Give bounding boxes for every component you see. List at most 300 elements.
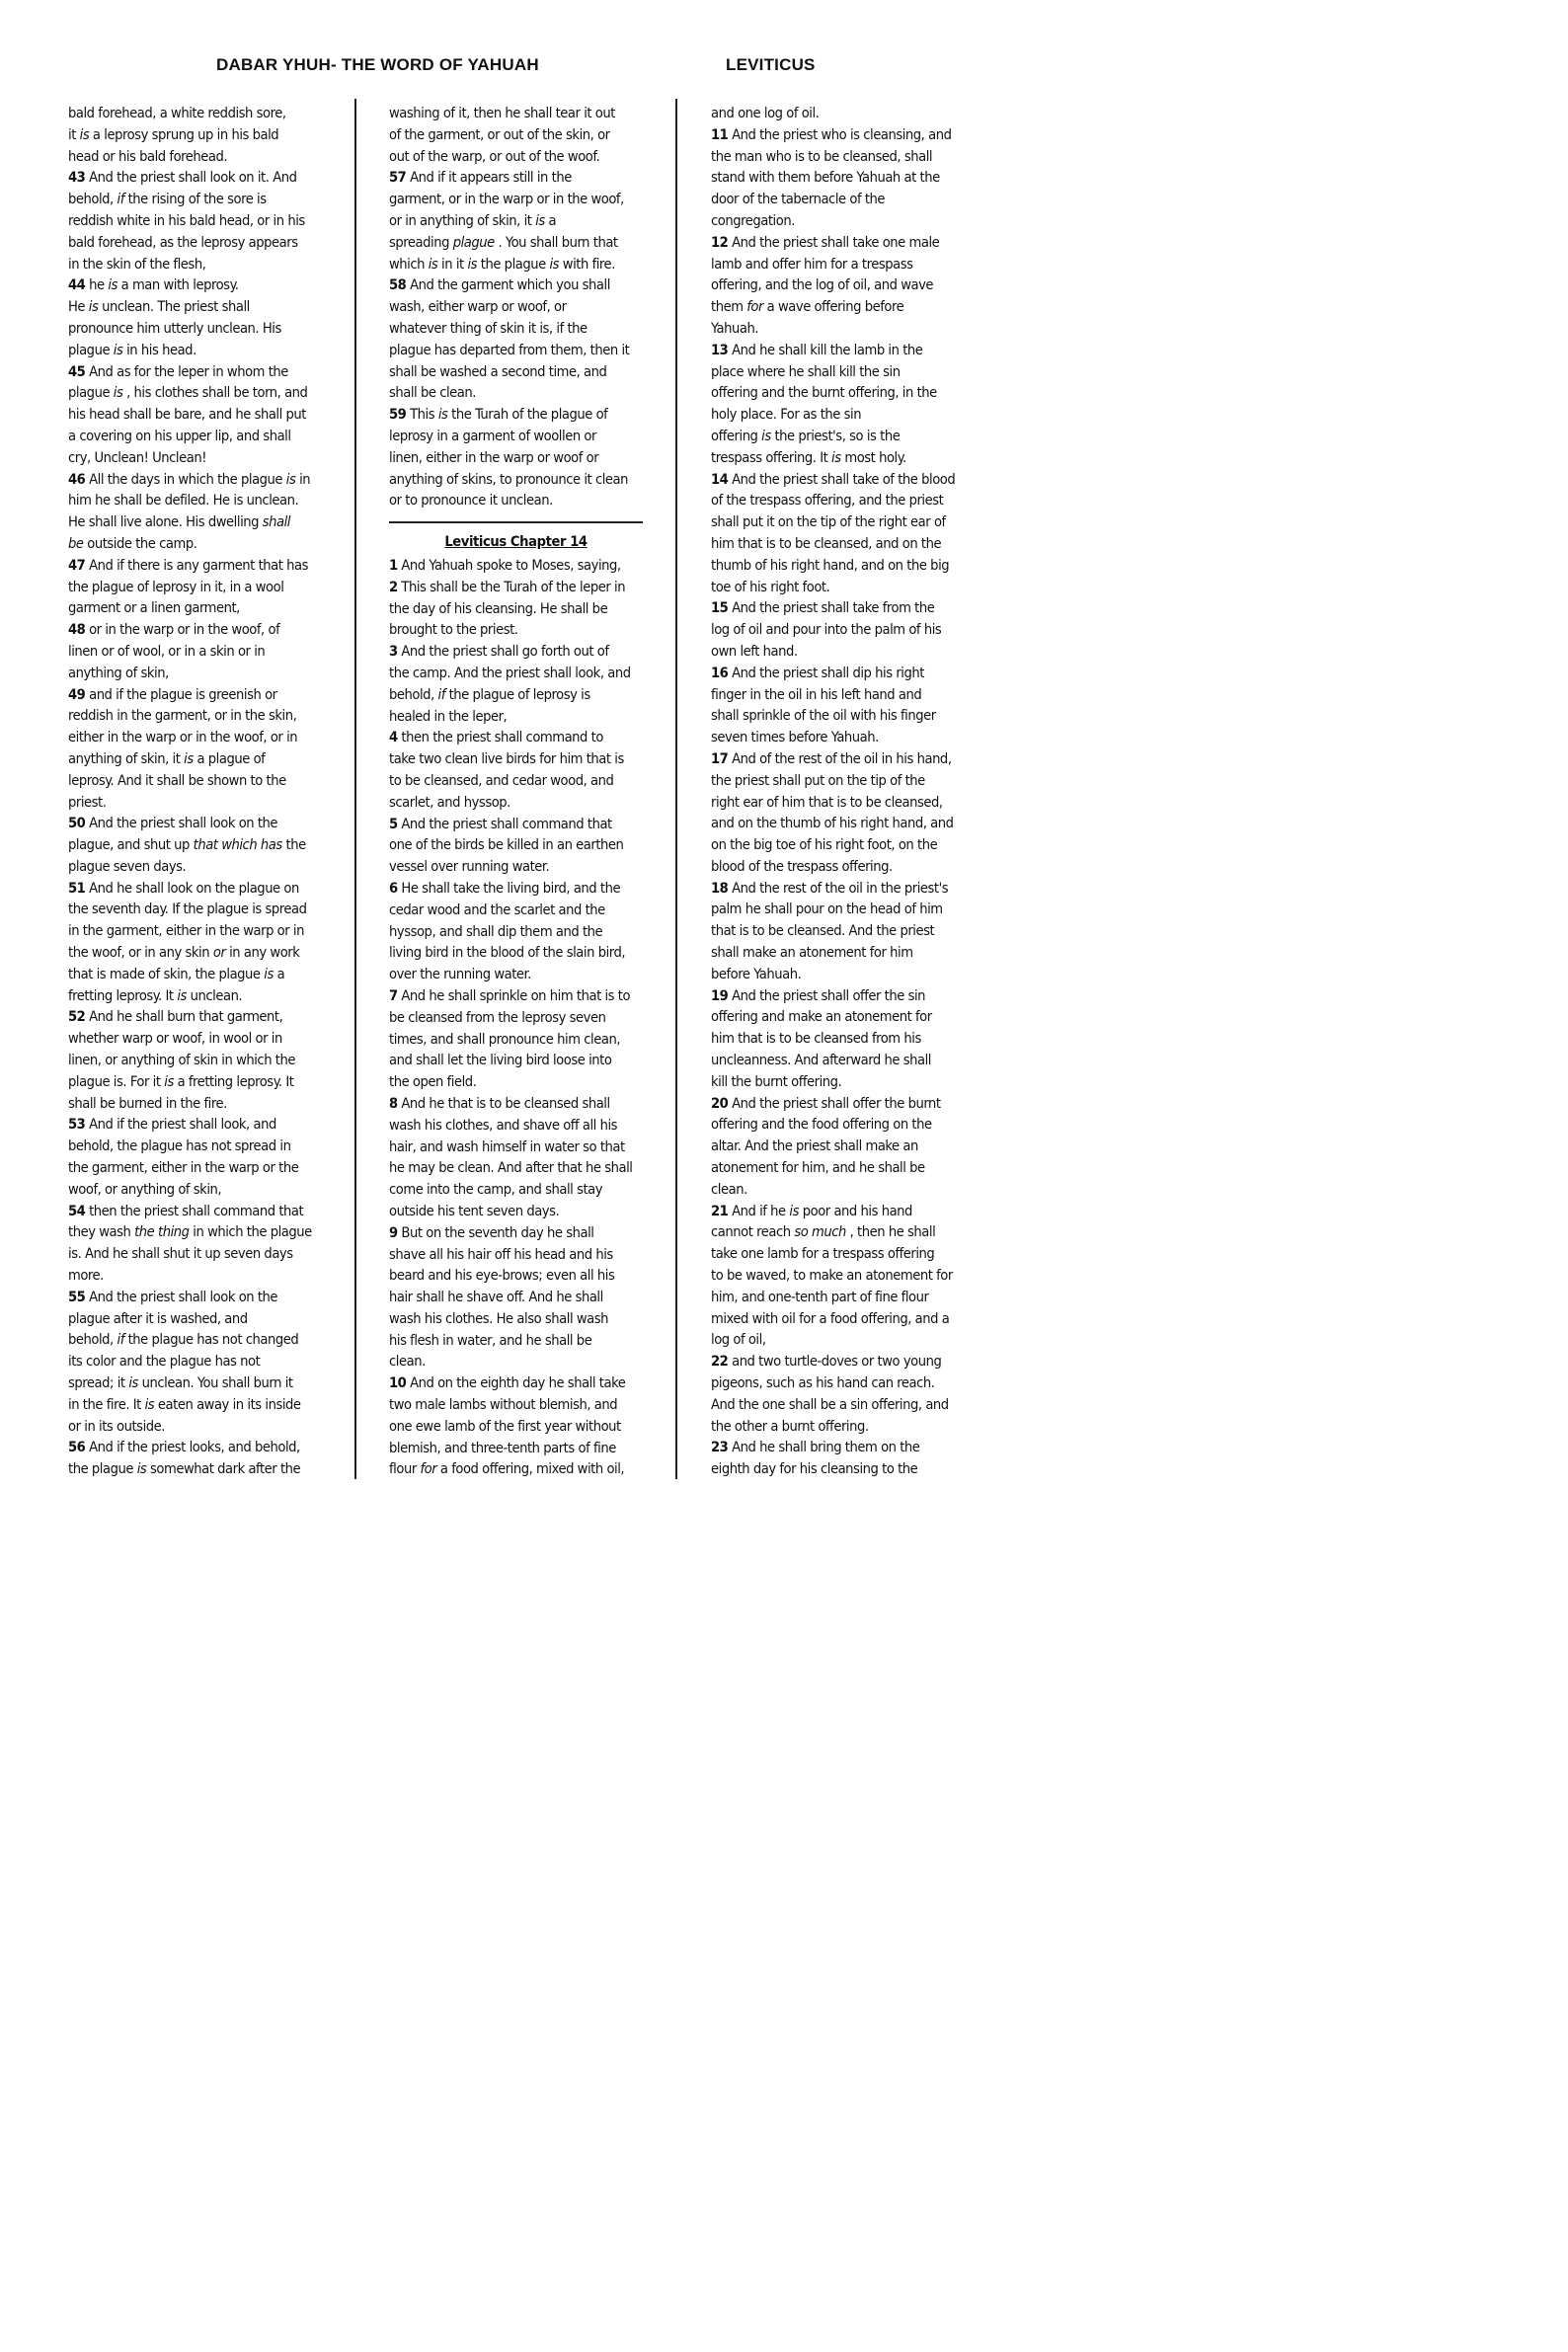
text-line — [711, 748, 973, 770]
column-divider-left — [354, 99, 356, 1479]
text-line — [711, 1372, 973, 1394]
line-text: And as for the leper in whom the — [85, 362, 288, 380]
text-line — [389, 1438, 651, 1459]
text-line — [68, 663, 330, 684]
line-text: And the priest shall take one male — [728, 233, 940, 251]
italic-word: is — [177, 986, 187, 1004]
text-line — [68, 834, 330, 856]
line-text: And the priest shall go forth out of — [397, 643, 609, 661]
line-text: And of the rest of the oil in his hand, — [728, 749, 952, 767]
text-line — [68, 1265, 330, 1287]
italic-word: is — [108, 276, 118, 294]
text-line — [389, 1093, 651, 1115]
line-text: unclean. You shall burn it — [137, 1374, 293, 1392]
line-text: flour — [389, 1460, 421, 1478]
verse-number: 57 — [389, 169, 407, 187]
line-text: kill the burnt offering. — [711, 1072, 842, 1090]
italic-word: the thing — [134, 1223, 190, 1241]
text-line — [389, 1179, 651, 1201]
line-text: And the one shall be a sin offering, and — [711, 1395, 949, 1413]
line-text: hair, and wash himself in water so that — [389, 1137, 625, 1155]
text-line — [389, 1265, 651, 1287]
line-text: woof, or anything of skin, — [68, 1180, 222, 1198]
verse-number: 55 — [68, 1288, 86, 1305]
line-text: altar. And the priest shall make an — [711, 1137, 918, 1155]
text-column-middle-bottom — [389, 555, 651, 1480]
line-text: leprosy. And it shall be shown to the — [68, 771, 286, 789]
line-text: shall be burned in the fire. — [68, 1094, 227, 1112]
line-text: bald forehead, as the leprosy appears — [68, 233, 298, 251]
text-line — [389, 1029, 651, 1051]
line-text: and two turtle-doves or two young — [728, 1353, 942, 1371]
line-text: of the garment, or out of the skin, or — [389, 125, 610, 143]
italic-word: is — [136, 1460, 147, 1478]
italic-word: is — [164, 1072, 174, 1090]
line-text: and on the thumb of his right hand, and — [711, 815, 954, 832]
text-line — [389, 684, 651, 706]
line-text: trespass offering. It — [711, 448, 832, 466]
line-text: vessel over running water. — [389, 858, 550, 876]
text-line — [711, 920, 973, 942]
text-line — [68, 1416, 330, 1438]
line-text: he may be clean. And after that he shall — [389, 1159, 633, 1177]
text-line — [711, 533, 973, 555]
text-line — [711, 274, 973, 296]
text-line — [68, 382, 330, 404]
line-text: shall be clean. — [389, 384, 476, 402]
text-line — [389, 296, 651, 318]
text-line — [68, 1071, 330, 1093]
line-text: him he shall be defiled. He is unclean. — [68, 492, 299, 510]
line-text: unclean. — [186, 986, 243, 1004]
text-column-right — [711, 103, 973, 1480]
line-text: outside the camp. — [83, 534, 197, 552]
text-line — [68, 964, 330, 985]
line-text: take two clean live birds for him that is — [389, 750, 624, 768]
line-text: in the fire. It — [68, 1395, 145, 1413]
text-line — [68, 1308, 330, 1330]
line-text: whether warp or woof, in wool or in — [68, 1030, 282, 1048]
text-line — [389, 921, 651, 943]
italic-word: is — [88, 298, 99, 316]
verse-number: 17 — [711, 749, 729, 767]
line-text: the other a burnt offering. — [711, 1417, 869, 1435]
line-text: him that is to be cleansed from his — [711, 1030, 921, 1048]
line-text: stand with them before Yahuah at the — [711, 169, 940, 187]
line-text: a plague of — [193, 749, 266, 767]
text-line — [68, 1372, 330, 1394]
line-text: door of the tabernacle of the — [711, 191, 886, 208]
italic-word: is — [789, 1202, 800, 1219]
line-text: This shall be the Turah of the leper in — [397, 578, 626, 595]
text-line — [68, 469, 330, 491]
text-line — [711, 1201, 973, 1222]
line-text: spreading — [389, 233, 453, 251]
verse-number: 8 — [389, 1094, 398, 1112]
line-text: And the priest shall look on the — [85, 1288, 278, 1305]
line-text: scarlet, and hyssop. — [389, 793, 510, 811]
line-text: And Yahuah spoke to Moses, saying, — [397, 557, 621, 574]
line-text: then the priest shall command that — [85, 1202, 304, 1219]
text-line — [711, 1394, 973, 1416]
text-line — [68, 146, 330, 168]
text-line — [711, 296, 973, 318]
line-text: log of oil and pour into the palm of his — [711, 621, 942, 639]
line-text: the seventh day. If the plague is spread — [68, 901, 307, 918]
text-line — [68, 985, 330, 1007]
text-line — [68, 318, 330, 340]
verse-number: 11 — [711, 125, 729, 143]
text-line — [389, 274, 651, 296]
line-text: he — [85, 276, 109, 294]
line-text: Yahuah. — [711, 319, 759, 337]
text-line — [711, 813, 973, 834]
column-divider-right — [675, 99, 677, 1479]
line-text: And he that is to be cleansed shall — [397, 1094, 610, 1112]
text-line — [711, 899, 973, 920]
line-text: that is to be cleansed. And the priest — [711, 922, 935, 940]
text-line — [711, 167, 973, 189]
text-line — [68, 447, 330, 469]
line-text: in any work — [225, 944, 300, 962]
line-text: the open field. — [389, 1073, 477, 1091]
italic-word: for — [420, 1460, 437, 1478]
line-text: finger in the oil in his left hand and — [711, 685, 922, 703]
text-line — [68, 426, 330, 447]
line-text: He shall take the living bird, and the — [397, 879, 621, 897]
line-text: And on the eighth day he shall take — [406, 1374, 626, 1392]
line-text: And the priest shall take of the blood — [728, 470, 956, 488]
text-line — [389, 1416, 651, 1438]
italic-word: is — [285, 470, 296, 488]
line-text: outside his tent seven days. — [389, 1202, 560, 1219]
text-line — [68, 1221, 330, 1243]
text-line — [711, 1351, 973, 1372]
text-line — [389, 1287, 651, 1308]
text-line — [68, 361, 330, 383]
line-text: shave all his hair off his head and his — [389, 1245, 613, 1263]
text-line — [711, 232, 973, 254]
line-text: cannot reach — [711, 1223, 795, 1241]
text-line — [389, 103, 651, 124]
line-text: a food offering, mixed with oil, — [436, 1460, 625, 1478]
italic-word: if — [437, 685, 445, 703]
text-line — [711, 1221, 973, 1243]
line-text: somewhat dark after the — [146, 1460, 301, 1478]
line-text: whatever thing of skin it is, if the — [389, 319, 588, 337]
text-line — [711, 663, 973, 684]
line-text: his head shall be bare, and he shall put — [68, 406, 306, 424]
text-line — [711, 1308, 973, 1330]
line-text: And he shall sprinkle on him that is to — [397, 986, 631, 1004]
text-line — [68, 641, 330, 663]
line-text: wash his clothes, and shave off all his — [389, 1116, 618, 1134]
line-text: plague, and shut up — [68, 836, 194, 854]
line-text: And the priest shall dip his right — [728, 664, 924, 681]
text-line — [711, 511, 973, 533]
line-text: them — [711, 298, 747, 316]
text-line — [68, 1351, 330, 1372]
italic-word: plague — [452, 233, 495, 251]
line-text: atonement for him, and he shall be — [711, 1159, 925, 1177]
text-line — [711, 770, 973, 792]
text-line — [68, 1287, 330, 1308]
line-text: spread; it — [68, 1374, 129, 1392]
text-line — [68, 1179, 330, 1201]
italic-word: is — [535, 211, 545, 229]
text-line — [711, 1179, 973, 1201]
line-text: beard and his eye-brows; even all his — [389, 1267, 615, 1285]
line-text: plague has departed from them, then it — [389, 341, 630, 358]
line-text: hair shall he shave off. And he shall — [389, 1289, 603, 1306]
line-text: that is made of skin, the plague — [68, 965, 265, 982]
line-text: of the trespass offering, and the priest — [711, 492, 944, 510]
text-line — [711, 318, 973, 340]
verse-number: 46 — [68, 470, 86, 488]
line-text: either in the warp or in the woof, or in — [68, 729, 298, 746]
line-text: place where he shall kill the sin — [711, 362, 901, 380]
page-header-book: LEVITICUS — [726, 55, 816, 74]
line-text: reddish in the garment, or in the skin, — [68, 707, 297, 725]
line-text: living bird in the blood of the slain bird, — [389, 944, 626, 962]
italic-word: is — [113, 341, 123, 358]
line-text: or to pronounce it unclean. — [389, 492, 553, 510]
line-text: the Turah of the plague of — [447, 406, 608, 424]
text-line — [389, 1137, 651, 1158]
text-line — [68, 770, 330, 792]
text-line — [711, 684, 973, 706]
text-line — [711, 1006, 973, 1028]
line-text: And the priest shall offer the sin — [728, 986, 926, 1004]
text-line — [389, 1244, 651, 1266]
text-line — [711, 1157, 973, 1179]
text-line — [711, 705, 973, 727]
line-text: and if the plague is greenish or — [85, 685, 277, 703]
text-line — [389, 1007, 651, 1029]
verse-number: 44 — [68, 276, 86, 294]
verse-number: 23 — [711, 1439, 729, 1456]
line-text: most holy. — [840, 448, 906, 466]
text-line — [389, 706, 651, 728]
text-line — [711, 1028, 973, 1050]
line-text: And the priest shall offer the burnt — [728, 1094, 941, 1112]
text-line — [711, 404, 973, 426]
chapter-separator-rule — [389, 521, 643, 523]
text-line — [711, 103, 973, 124]
line-text: And he shall burn that garment, — [85, 1008, 283, 1026]
text-line — [389, 1050, 651, 1071]
line-text: . You shall burn that — [494, 233, 618, 251]
line-text: a man with leprosy. — [117, 276, 239, 294]
italic-word: shall — [262, 513, 291, 531]
text-line — [711, 1287, 973, 1308]
text-line — [711, 834, 973, 856]
italic-word: is — [831, 448, 841, 466]
line-text: a fretting leprosy. It — [173, 1072, 294, 1090]
text-line — [711, 727, 973, 748]
line-text: or in anything of skin, it — [389, 211, 536, 229]
text-line — [711, 490, 973, 511]
verse-number: 51 — [68, 879, 86, 897]
text-line — [389, 1458, 651, 1480]
line-text: bald forehead, a white reddish sore, — [68, 105, 286, 121]
text-line — [389, 490, 651, 511]
text-line — [68, 899, 330, 920]
line-text: poor and his hand — [799, 1202, 912, 1219]
text-line — [389, 340, 651, 361]
line-text: shall put it on the tip of the right ear of — [711, 513, 946, 531]
text-column-left — [68, 103, 330, 1480]
text-line — [68, 189, 330, 210]
italic-word: if — [117, 191, 124, 208]
text-line — [389, 770, 651, 792]
verse-number: 12 — [711, 233, 729, 251]
line-text: anything of skin, — [68, 664, 169, 681]
text-line — [711, 878, 973, 900]
line-text: And the priest shall look on the — [85, 815, 278, 832]
italic-word: is — [549, 255, 560, 273]
text-line — [68, 1006, 330, 1028]
line-text: clean. — [711, 1180, 747, 1198]
line-text: shall be washed a second time, and — [389, 362, 607, 380]
text-line — [389, 1330, 651, 1352]
text-line — [711, 1437, 973, 1458]
text-line — [389, 1157, 651, 1179]
line-text: fretting leprosy. It — [68, 986, 178, 1004]
text-line — [389, 469, 651, 491]
line-text: And the garment which you shall — [406, 276, 610, 294]
line-text: And if it appears still in the — [406, 169, 572, 187]
line-text: offering and the food offering on the — [711, 1116, 932, 1134]
line-text: to be cleansed, and cedar wood, and — [389, 771, 614, 789]
text-line — [389, 404, 651, 426]
text-line — [389, 792, 651, 814]
text-line — [711, 641, 973, 663]
text-line — [389, 942, 651, 964]
verse-number: 22 — [711, 1353, 729, 1371]
italic-word: is — [184, 749, 194, 767]
line-text: thumb of his right hand, and on the big — [711, 556, 950, 574]
line-text: anything of skin, it — [68, 749, 185, 767]
verse-number: 9 — [389, 1223, 398, 1241]
text-line — [389, 834, 651, 856]
italic-word: if — [117, 1331, 124, 1349]
page-header-title: DABAR YHUH- THE WORD OF YAHUAH — [216, 55, 539, 74]
text-line — [389, 167, 651, 189]
text-line — [68, 555, 330, 577]
line-text: wash, either warp or woof, or — [389, 298, 567, 316]
italic-word: is — [79, 125, 90, 143]
line-text: out of the warp, or out of the woof. — [389, 147, 600, 165]
line-text: plague after it is washed, and — [68, 1309, 248, 1327]
line-text: its color and the plague has not — [68, 1353, 261, 1371]
line-text: plague seven days. — [68, 857, 187, 875]
verse-number: 1 — [389, 557, 398, 574]
line-text: behold, — [68, 1331, 118, 1349]
text-line — [68, 533, 330, 555]
text-line — [389, 814, 651, 835]
italic-word: that which has — [193, 836, 282, 854]
text-line — [68, 103, 330, 124]
line-text: him that is to be cleansed, and on the — [711, 534, 942, 552]
line-text: linen or of wool, or in a skin or in — [68, 642, 266, 660]
line-text: the woof, or in any skin — [68, 944, 213, 962]
text-line — [68, 813, 330, 834]
italic-word: is — [113, 384, 123, 402]
line-text: a wave offering before — [762, 298, 904, 316]
line-text: , then he shall — [845, 1223, 936, 1241]
verse-number: 43 — [68, 169, 86, 187]
line-text: brought to the priest. — [389, 621, 518, 639]
verse-number: 59 — [389, 406, 407, 424]
text-line — [389, 555, 651, 577]
line-text: the garment, either in the warp or the — [68, 1159, 299, 1177]
line-text: before Yahuah. — [711, 965, 802, 982]
line-text: is. And he shall shut it up seven days — [68, 1245, 293, 1263]
verse-number: 7 — [389, 986, 398, 1004]
italic-word: is — [437, 406, 448, 424]
line-text: plague — [68, 341, 114, 358]
line-text: log of oil, — [711, 1331, 766, 1349]
line-text: the priest shall put on the tip of the — [711, 771, 925, 789]
verse-number: 13 — [711, 341, 729, 358]
line-text: cedar wood and the scarlet and the — [389, 901, 605, 918]
text-line — [389, 878, 651, 900]
line-text: shall make an atonement for him — [711, 944, 913, 962]
text-line — [68, 1028, 330, 1050]
text-line — [68, 1329, 330, 1351]
text-line — [711, 942, 973, 964]
verse-number: 4 — [389, 729, 398, 746]
line-text: This — [406, 406, 438, 424]
line-text: the man who is to be cleansed, shall — [711, 147, 933, 165]
text-line — [389, 1351, 651, 1372]
italic-word: is — [264, 965, 274, 982]
line-text: a covering on his upper lip, and shall — [68, 427, 291, 444]
chapter-heading: Leviticus Chapter 14 — [444, 533, 588, 550]
text-line — [389, 146, 651, 168]
line-text: And he shall kill the lamb in the — [728, 341, 923, 358]
italic-word: is — [761, 427, 771, 444]
line-text: holy place. For as the sin — [711, 406, 862, 424]
verse-number: 53 — [68, 1116, 86, 1134]
text-line — [389, 447, 651, 469]
text-line — [711, 856, 973, 878]
line-text: blemish, and three-tenth parts of fine — [389, 1439, 616, 1456]
line-text: palm he shall pour on the head of him — [711, 901, 943, 918]
line-text: wash his clothes. He also shall wash — [389, 1309, 609, 1327]
line-text: own left hand. — [711, 642, 798, 660]
italic-word: is — [128, 1374, 138, 1392]
verse-number: 49 — [68, 685, 86, 703]
line-text: pronounce him utterly unclean. His — [68, 319, 281, 337]
text-line — [711, 361, 973, 383]
text-line — [711, 447, 973, 469]
line-text: shall sprinkle of the oil with his finger — [711, 707, 936, 725]
text-line — [68, 1093, 330, 1115]
text-line — [711, 1093, 973, 1115]
verse-number: 54 — [68, 1202, 86, 1219]
text-line — [711, 1329, 973, 1351]
line-text: times, and shall pronounce him clean, — [389, 1030, 621, 1048]
text-line — [68, 792, 330, 814]
text-line — [68, 684, 330, 706]
text-line — [389, 641, 651, 663]
line-text: garment, or in the warp or in the woof, — [389, 191, 624, 208]
text-line — [389, 382, 651, 404]
line-text: in his head. — [122, 341, 196, 358]
italic-word: is — [144, 1395, 155, 1413]
